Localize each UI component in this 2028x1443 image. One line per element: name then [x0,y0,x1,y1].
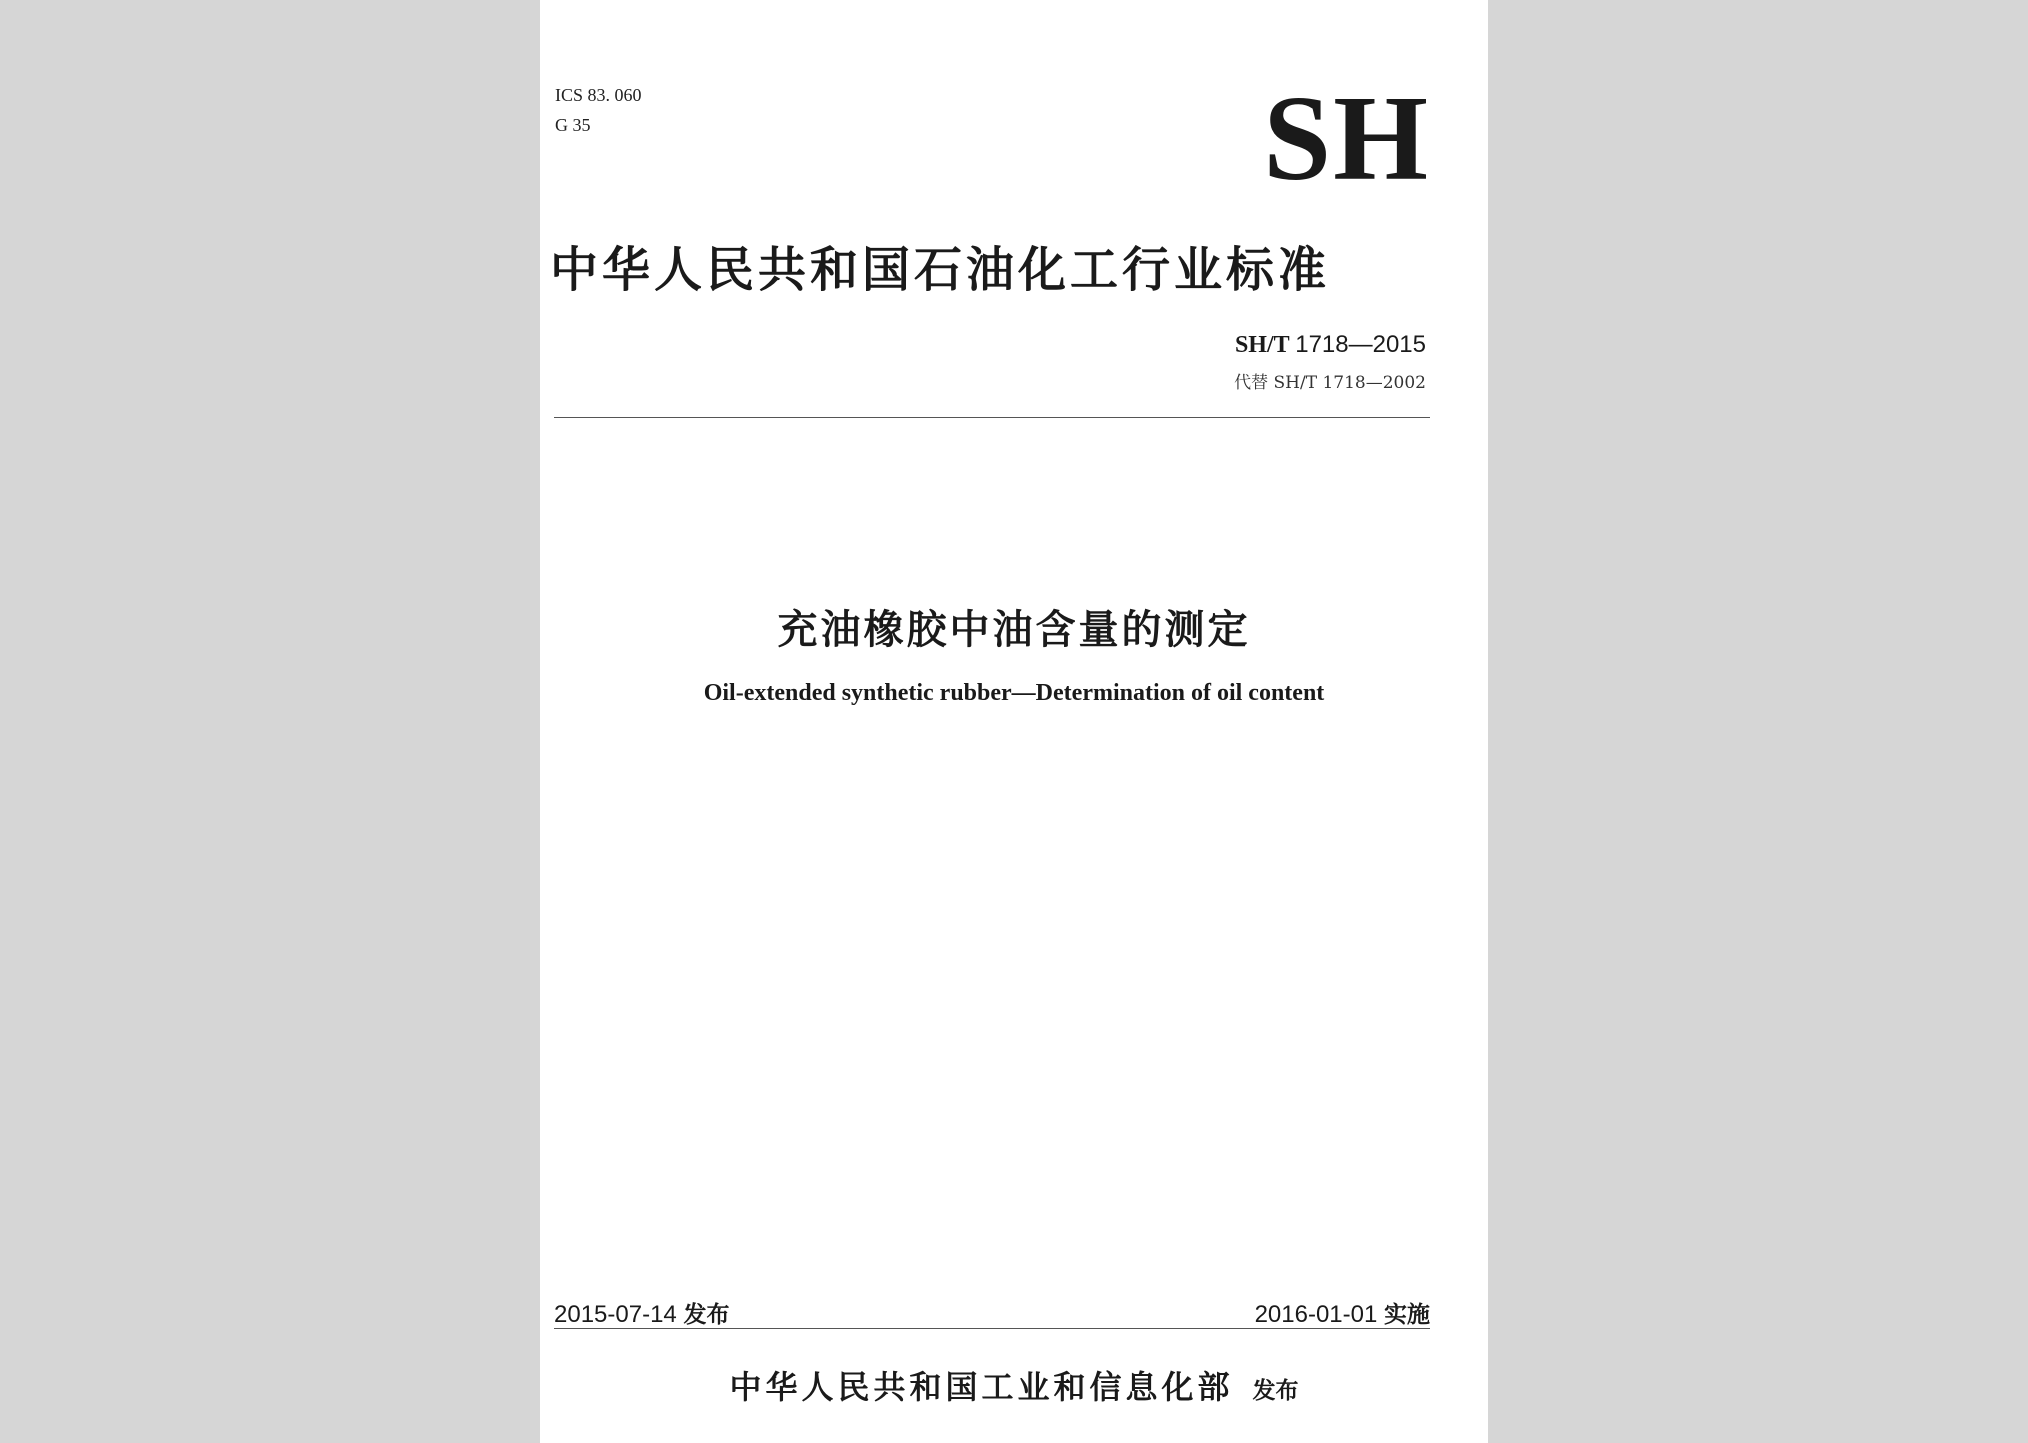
replaces-note: 代替 SH/T 1718—2002 [1234,373,1426,393]
standard-code-number: 1718—2015 [1295,331,1426,358]
footer-divider [554,1328,1430,1329]
publish-date-label: 发布 [683,1302,730,1328]
publish-date-value: 2015-07-14 [554,1301,677,1328]
standard-cover-page [540,0,1488,1443]
publish-date [554,1296,729,1329]
implement-date [1255,1296,1430,1329]
ccs-code: G 35 [555,115,591,135]
implement-date-label: 实施 [1384,1302,1430,1328]
sh-logo: SH [1263,71,1430,206]
publisher-organization: 中华人民共和国工业和信息化部 [729,1368,1234,1406]
document-title-en: Oil-extended synthetic rubber—Determination of oil content [703,680,1325,706]
publisher-line [540,1362,1488,1408]
header-divider [554,417,1430,418]
implement-date-value: 2016-01-01 [1254,1301,1378,1328]
ics-code: ICS 83. 060 [555,85,642,105]
standard-code [1235,331,1426,359]
classification-block [555,80,642,140]
standard-category-title: 中华人民共和国石油化工行业标准 [550,242,1331,298]
publisher-suffix: 发布 [1252,1378,1299,1404]
document-title-cn: 充油橡胶中油含量的测定 [777,607,1251,653]
standard-code-prefix: SH/T [1234,332,1290,358]
